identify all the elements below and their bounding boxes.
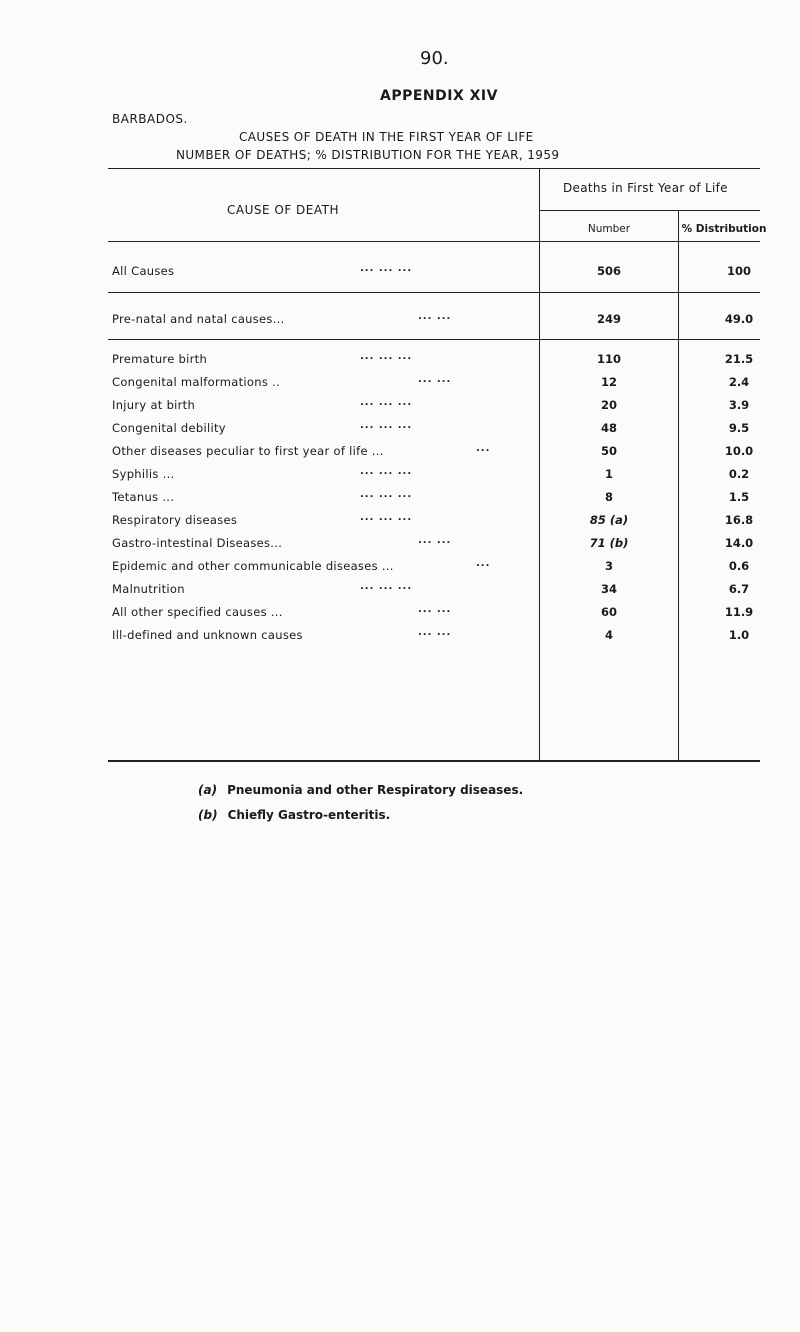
percent-value: 49.0 [724, 312, 754, 326]
header-number: Number [587, 223, 631, 235]
leader-dots: ... ... [418, 311, 452, 322]
percent-value: 1.5 [728, 490, 750, 504]
percent-value: 11.9 [724, 605, 754, 619]
rule-header-split [540, 210, 760, 211]
leader-dots: ... ... [418, 627, 452, 638]
percent-value: 2.4 [728, 375, 750, 389]
cause-label: Congenital debility [112, 421, 226, 435]
rule-vertical-2 [678, 210, 679, 761]
number-value: 8 [604, 490, 613, 504]
percent-value: 100 [726, 264, 751, 278]
rule-after-all [108, 292, 760, 293]
number-value: 60 [600, 605, 617, 619]
percent-value: 21.5 [724, 352, 754, 366]
percent-value: 3.9 [728, 398, 750, 412]
country-label: BARBADOS. [112, 112, 188, 126]
number-value: 12 [600, 375, 617, 389]
number-value: 34 [600, 582, 617, 596]
cause-label: Premature birth [112, 352, 208, 366]
leader-dots: ... ... ... [360, 512, 413, 523]
cause-label: Epidemic and other communicable diseases ... [112, 559, 394, 573]
cause-label: Tetanus ... [112, 490, 175, 504]
leader-dots: ... ... ... [360, 351, 413, 362]
footnote-text: Chiefly Gastro-enteritis. [227, 808, 391, 822]
leader-dots: ... [476, 443, 491, 454]
leader-dots: ... ... [418, 535, 452, 546]
cause-label: Congenital malformations .. [112, 375, 281, 389]
header-deaths-group: Deaths in First Year of Life [563, 181, 728, 195]
leader-dots: ... ... ... [360, 466, 413, 477]
header-cause: CAUSE OF DEATH [227, 203, 339, 217]
cause-label: Pre-natal and natal causes... [112, 312, 285, 326]
rule-vertical-1 [539, 168, 540, 761]
footnote-text: Pneumonia and other Respiratory diseases. [227, 783, 524, 797]
number-value: 4 [604, 628, 613, 642]
cause-label: All other specified causes ... [112, 605, 283, 619]
footnote-a [198, 783, 523, 797]
cause-label: Other diseases peculiar to first year of life ... [112, 444, 384, 458]
page-number: 90. [420, 48, 449, 69]
number-value: 110 [596, 352, 621, 366]
percent-value: 0.2 [728, 467, 750, 481]
number-value: 50 [600, 444, 617, 458]
percent-value: 14.0 [724, 536, 754, 550]
number-value: 20 [600, 398, 617, 412]
footnote-b [198, 808, 390, 822]
footnote-mark: (a) [198, 783, 218, 797]
appendix-title: APPENDIX XIV [380, 88, 498, 104]
percent-value: 0.6 [728, 559, 750, 573]
cause-label: Syphilis ... [112, 467, 175, 481]
subtitle-causes: CAUSES OF DEATH IN THE FIRST YEAR OF LIFE [239, 130, 534, 144]
percent-value: 16.8 [724, 513, 754, 527]
percent-value: 1.0 [728, 628, 750, 642]
number-value: 506 [596, 264, 621, 278]
rule-bottom [108, 760, 760, 762]
percent-value: 9.5 [728, 421, 750, 435]
leader-dots: ... [476, 558, 491, 569]
cause-label: Ill-defined and unknown causes [112, 628, 303, 642]
rule-top [108, 168, 760, 169]
number-value: 1 [604, 467, 613, 481]
footnote-mark: (b) [198, 808, 218, 822]
rule-header-bottom [108, 241, 760, 242]
cause-label: Malnutrition [112, 582, 185, 596]
percent-value: 6.7 [728, 582, 750, 596]
leader-dots: ... ... ... [360, 420, 413, 431]
header-percent: % Distribution [681, 223, 767, 235]
number-value: 48 [600, 421, 617, 435]
cause-label: Injury at birth [112, 398, 196, 412]
number-value: 71 (b) [589, 536, 629, 550]
number-value: 85 (a) [589, 513, 629, 527]
subtitle-distribution: NUMBER OF DEATHS; % DISTRIBUTION FOR THE YEAR, 1959 [176, 148, 560, 162]
leader-dots: ... ... [418, 374, 452, 385]
cause-label: Gastro-intestinal Diseases... [112, 536, 283, 550]
cause-label: Respiratory diseases [112, 513, 238, 527]
leader-dots: ... ... ... [360, 263, 413, 274]
leader-dots: ... ... [418, 604, 452, 615]
number-value: 249 [596, 312, 621, 326]
leader-dots: ... ... ... [360, 397, 413, 408]
leader-dots: ... ... ... [360, 581, 413, 592]
percent-value: 10.0 [724, 444, 754, 458]
leader-dots: ... ... ... [360, 489, 413, 500]
rule-after-prenatal [108, 339, 760, 340]
number-value: 3 [604, 559, 613, 573]
cause-label: All Causes [112, 264, 175, 278]
